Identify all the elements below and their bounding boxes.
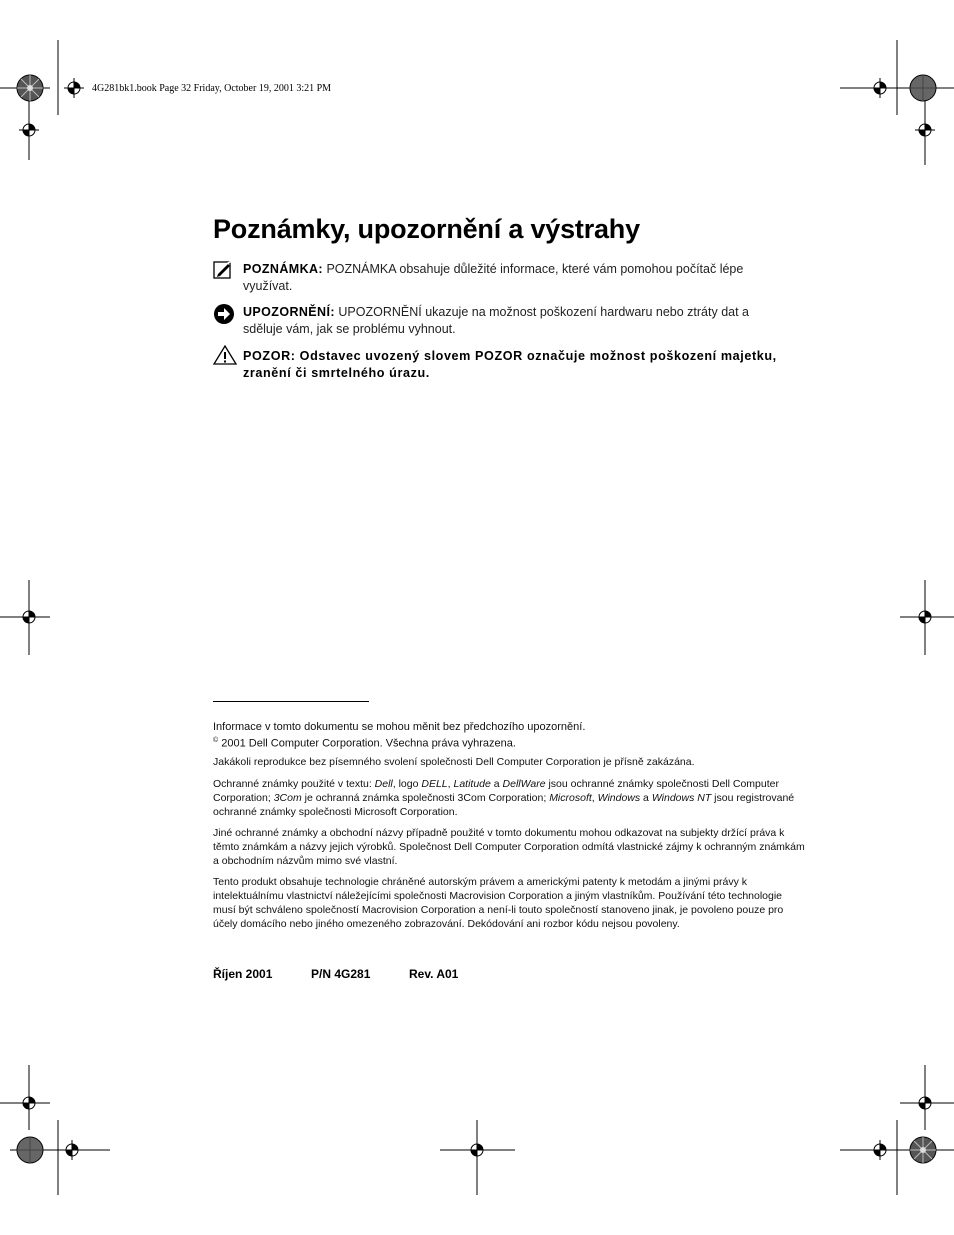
macrovision-text: Tento produkt obsahuje technologie chráněné autorským právem a americkými patenty k metodám a jinými právy k intelektuálnímu vlastnictví náležejícími společnosti Macrovision Corporation a jiným vlastníkům. Používání této technologie musí být schváleno společností Macrovision Corporation a není-li touto společností stanoveno jinak, je povoleno pouze pro účely domácího nebo jiného omezeného zobrazování. Dekódování ani rozbor kódu nejsou povoleny. bbox=[213, 876, 784, 930]
color-target-icon bbox=[908, 73, 938, 103]
registration-mark-icon bbox=[64, 78, 84, 98]
other-marks-notice bbox=[213, 826, 809, 868]
color-target-icon bbox=[15, 73, 45, 103]
warning-triangle-icon bbox=[213, 345, 237, 365]
registration-mark-icon bbox=[915, 607, 935, 627]
registration-mark-icon bbox=[19, 120, 39, 140]
note-label: POZNÁMKA: bbox=[243, 262, 323, 276]
copyright-symbol: © bbox=[213, 737, 219, 744]
tm-windows: Windows bbox=[597, 792, 641, 804]
registration-mark-icon bbox=[915, 120, 935, 140]
tm-text: jsou registrované ochranné známky společnosti Microsoft Corporation. bbox=[213, 792, 795, 818]
other-marks-text: Jiné ochranné známky a obchodní názvy případně použité v tomto dokumentu mohou odkazovat na subjekty držící práva k těmto známkám a názvy jejich výrobků. Společnost Dell Computer Corporation odmítá vlastnické zájmy k ochranným známkám a obchodním názvům mimo své vlastní. bbox=[213, 827, 805, 867]
caution-text: POZOR: Odstavec uvozený slovem POZOR označuje možnost poškození majetku, zranění či smrtelného úrazu. bbox=[243, 349, 777, 380]
tm-latitude: Latitude bbox=[453, 778, 491, 790]
info-line: Informace v tomto dokumentu se mohou měnit bez předchozího upozornění. bbox=[213, 721, 586, 733]
tm-text: , bbox=[447, 778, 454, 790]
footer-revision: Rev. A01 bbox=[409, 967, 459, 981]
registration-mark-icon bbox=[915, 1093, 935, 1113]
tm-text: je ochranná známka společnosti 3Com Corporation; bbox=[301, 792, 550, 804]
page-title: Poznámky, upozornění a výstrahy bbox=[213, 214, 640, 244]
reproduction-notice bbox=[213, 755, 813, 769]
registration-mark-icon bbox=[870, 78, 890, 98]
document-footer bbox=[213, 967, 458, 981]
footer-part-number: P/N 4G281 bbox=[311, 967, 371, 981]
tm-windows-nt: Windows NT bbox=[651, 792, 712, 804]
footer-date: Říjen 2001 bbox=[213, 967, 273, 981]
notice-arrow-icon bbox=[213, 303, 235, 325]
registration-mark-icon bbox=[19, 607, 39, 627]
divider bbox=[213, 701, 369, 702]
tm-3com: 3Com bbox=[273, 792, 302, 804]
registration-mark-icon bbox=[870, 1140, 890, 1160]
tm-text: a bbox=[490, 778, 503, 790]
tm-dell: Dell bbox=[374, 778, 393, 790]
note-block bbox=[213, 261, 783, 295]
tm-text: , logo bbox=[392, 778, 422, 790]
color-target-icon bbox=[908, 1135, 938, 1165]
tm-microsoft: Microsoft bbox=[549, 792, 592, 804]
caution-block bbox=[213, 348, 783, 382]
pencil-note-icon bbox=[213, 261, 233, 279]
trademarks-notice bbox=[213, 777, 813, 819]
tm-text: a bbox=[640, 792, 652, 804]
notice-label: UPOZORNĚNÍ: bbox=[243, 305, 335, 319]
tm-dell-logo: DELL bbox=[421, 778, 448, 790]
registration-mark-icon bbox=[467, 1140, 487, 1160]
note-text: POZNÁMKA obsahuje důležité informace, které vám pomohou počítač lépe využívat. bbox=[243, 262, 744, 293]
tm-text: Ochranné známky použité v textu: bbox=[213, 778, 375, 790]
color-target-icon bbox=[15, 1135, 45, 1165]
print-header: 4G281bk1.book Page 32 Friday, October 19, 2001 3:21 PM bbox=[92, 83, 332, 94]
notice-block bbox=[213, 304, 783, 338]
registration-mark-icon bbox=[62, 1140, 82, 1160]
notice-text: UPOZORNĚNÍ ukazuje na možnost poškození hardwaru nebo ztráty dat a sděluje vám, jak se problému vyhnout. bbox=[243, 305, 749, 336]
tm-text: jsou ochranné známky společnosti Dell Computer Corporation; bbox=[213, 778, 779, 804]
tm-text: , bbox=[591, 792, 598, 804]
reproduction-text: Jakákoli reprodukce bez písemného svolení společnosti Dell Computer Corporation je přísně zakázána. bbox=[213, 756, 695, 768]
tm-dellware: DellWare bbox=[502, 778, 546, 790]
copyright-text: 2001 Dell Computer Corporation. Všechna práva vyhrazena. bbox=[218, 737, 516, 750]
macrovision-notice bbox=[213, 875, 803, 931]
registration-mark-icon bbox=[19, 1093, 39, 1113]
legal-info bbox=[213, 720, 813, 751]
